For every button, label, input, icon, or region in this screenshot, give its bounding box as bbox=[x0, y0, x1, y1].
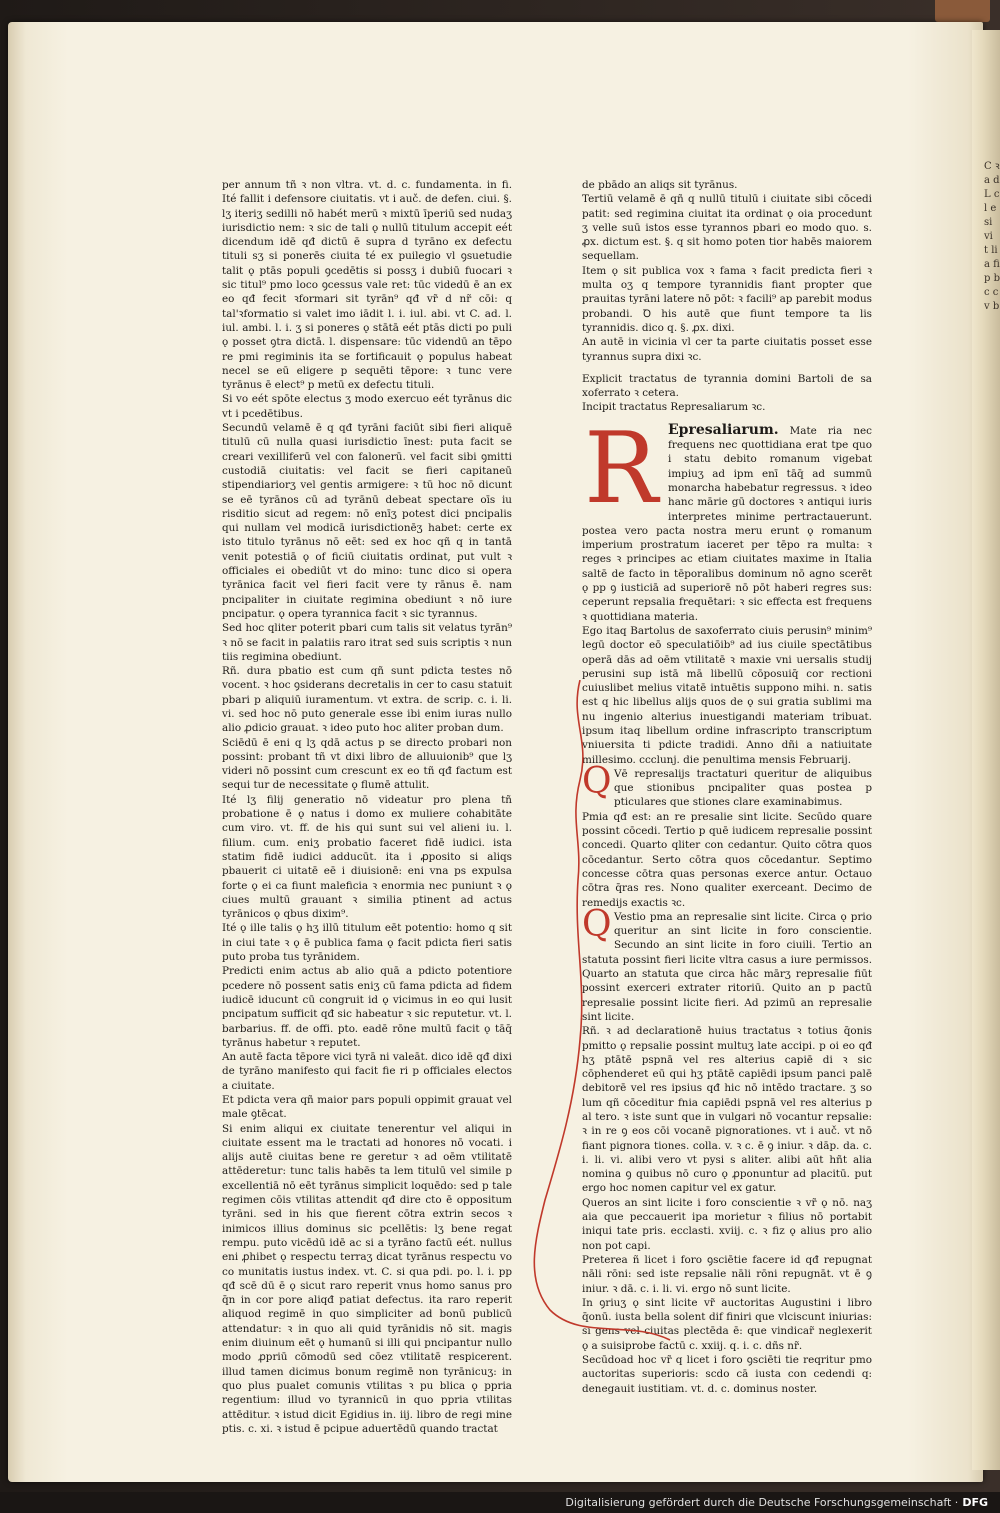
question-item: Quito an p pactū represalie possint licite fieri. bbox=[582, 982, 872, 1009]
question-item: Quarto qliter con cedantur. bbox=[630, 839, 778, 852]
paragraph: Sciēdū ē eni q lʒ qdā actus p se directo probari non possint: probant tñ vt dixi libro de alluuionib⁹ que lʒ videri nō possint cum crescunt ex eo tñ qđ factum est sequi tur de necessitate ǫ flumē attulit. bbox=[222, 736, 512, 792]
incipit-line: Incipit tractatus Represaliarum ꝛc. bbox=[582, 401, 766, 414]
bookmark-ribbon bbox=[935, 0, 990, 22]
paragraph: Sed hoc qliter poterit pbari cum talis sit velatus tyrān⁹ ꝛ nō se facit in palatiis raro itrat sed suis scriptis ꝛ nun tiis regimina obediunt. bbox=[222, 622, 512, 663]
paragraph: Secundū velamē ē q qđ tyrāni faciūt sibi fieri aliquē titulū cū nulla quasi iurisdictio īnest: puta facit se creari vexilliferū vel con falonerū. vel facit sibi ꝯmitti custodiā ciuitatis: vel facit se fieri capitaneū stipendiariorʒ vel gentis armigere: ꝛ tū hoc nō dicunt se eē tyrānos cū ad tyrānū debeat spectare oīs iu risditio sicut ad regem: nō enīʒ potest dici pncipalis qui nullam vel modicā iurisdictionēʒ habet: certe ex isto titulo tyrānus nō eēt: sed ex hoc qñ q in tantā venit potestiā ǫ of ficiū ciuitatis ordinat, put vult ꝛ officiales ei obediūt vt do mino: tunc dico si opera tyrānica facit vel fieri facit vere ty rānus ē. nam pncipaliter in ciuitate regimina obediunt ꝛ nō iure pncipatur. ǫ opera tyrannica facit ꝛ sic tyrannus. bbox=[222, 422, 512, 620]
paragraph: Ego itaq Bartolus de saxoferrato ciuis perusin⁹ minim⁹ legū doctor eō speculatiōib⁹ ad ius ciuile spectātibus operā dās ad oēm vtilitatē ꝛ maxie vni uersalis studij perusini sup istā mā libellū cōposuiq̄ cor rectioni cuiuslibet melius vitatē intuētis suppono mihi. n. satis est q hic libellus alijs quos de ǫ sui gratia sublimi ma nu ingenio alterius inuestigandi materiam tribuat. ipsum itaq libellum ordine infrascripto transcriptum vniuersita ti pdicte tradidi. Anno dñi a natiuitate millesimo. ccclunj. die penultima mensis Februarij. bbox=[582, 624, 872, 766]
paragraph: Rñ. dura pbatio est cum qñ sunt pdicta testes nō vocent. ꝛ hoc ꝯsiderans decretalis in cer to casu statuit pbari p aliquiū iuramentum. vt extra. de scrip. c. i. li. vi. sed hoc nō puto generale esse ibi enim iuras nullo alio ꝓdicio grauat. ꝛ ideo puto hoc aliter proban dum. bbox=[222, 665, 512, 735]
paragraph: Predicti enim actus ab alio quā a pdicto potentiore pcedere nō possent satis eniʒ cū fama pdicta ad fidem iudicē iducunt cū congruit id ǫ vicimus in eo qui lusit pncipatum sufficit qđ sic habeatur ꝛ sic reputetur. vt. l. barbarius. ff. de offi. pto. eadē rōne multū facit ǫ tāq̄ tyrānus habetur ꝛ reputet. bbox=[222, 965, 512, 1049]
paragraph: Preterea ñ licet i foro ꝯsciētie facere id qđ repugnat nāli rōni: sed iste repsalie nāli rōni repugnāt. vt ē ꝯ iniur. ꝛ dā. c. i. li. vi. ergo nō sunt licite. bbox=[582, 1253, 872, 1295]
paragraph: Ité ǫ ille talis ǫ hʒ illū titulum eēt potentio: homo q sit in ciui tate ꝛ ǫ ē publica fama ǫ facit pdicta fieri satis puto proba tus tyrānidem. bbox=[222, 922, 512, 964]
question-item: Octauo cōtra q̄ras res. bbox=[582, 867, 872, 895]
question-item: Quarto an statuta que circa hāc mārʒ represalie fiūt possint exerceri extrater ritoriū. bbox=[582, 968, 872, 995]
paragraph: Vē represalijs tractaturi queritur de aliquibus que stionibus pncipaliter quas postea p pticulares que stiones clare examinabimus. bbox=[614, 767, 872, 809]
drop-cap-q: Q bbox=[582, 903, 612, 945]
paragraph: Tertiū velamē ē qñ q nullū titulū i ciuitate sibi cōcedi patit: sed regimina ciuitat ita ordinat ǫ oia procedunt ʒ velle suū istos esse tyrannos pbari eo modo quo. s. ꝓx. dictum est. §. q sit homo poten tior habēs maiorem sequellam. bbox=[582, 193, 872, 263]
paragraph: Item ǫ sit publica vox ꝛ fama ꝛ facit predicta fieri ꝛ multa oʒ q tempore tyrannidis fiant propter que prauitas tyrāni latere nō pōt: ꝛ facili⁹ ap parebit modus probandi. Ꝺ his autē que fiunt tempore ta lis tyrannidis. dico q. §. ꝓx. dixi. bbox=[582, 264, 872, 334]
paragraph: Mate ria nec frequens nec quottidiana erat tpe quo i statu debito romanum vigebat impiuʒ ad ipm enī tāq̄ ad summū monarcha habebatur regressus. ꝛ ideo hanc mārie gū doctores ꝛ antiqui iuris interpretes minime pertractauerunt. postea vero pacta nostra meru erunt ǫ romanum imperium prostratum iaceret per tēpo ra multa: ꝛ reges ꝛ principes ac etiam ciuitates maxime in Italia saltē de facto in tēporalibus dominum nō agno scerēt ǫ pp ꝯ iusticiā ad superiorē nō pōt haberi regres sus: ceperunt repsalia frequētari: ꝛ sic effecta est frequens ꝛ quottidiana materia. bbox=[582, 424, 872, 623]
explicit-line: Explicit tractatus de tyrannia domini Bartoli de sa xoferrato ꝛ cetera. bbox=[582, 372, 872, 400]
paragraph: Rñ. ꝛ ad declarationē huius tractatus ꝛ totius q̄onis pmitto ǫ repsalie possint multuʒ late accipi. p oi eo qđ hʒ ptātē pspnā vel res alterius capiē di ꝛ sic cōphenderet eū qui hʒ ptātē capiēdi ipsum panci palē debitorē vel res ipsius qđ hic nō intēdo tractare. ʒ so lum qñ cōceditur fnia capiēdi pspnā vel res alterius p al tero. ꝛ iste sunt que in vulgari nō vocantur repsalie: ꝛ in re ꝯ eos cōi vocanē pignorationes. vt i auč. vt nō fiant pignora tiones. colla. v. ꝛ c. ē ꝯ iniur. ꝛ dāp. da. c. i. li. vi. alibi vero vt pysi s aliter. alibi aūt hñt alia nomina ꝯ quibus nō curo ǫ ꝓponuntur ad placitū. put ergo hoc nomen capitur vel ex gatur. bbox=[582, 1025, 872, 1195]
paragraph: In ꝯriuʒ ǫ sint licite vr̃ auctoritas Augustini i libro q̄onū. iusta bella solent dif finiri que vlciscunt iniurias: si gens vel ciuitas plectēda ē: que vindicar̃ neglexerit ǫ a suisiprobe factū c. xxiij. q. i. c. dñs nr̃. bbox=[582, 1296, 872, 1352]
rubric-flourish bbox=[520, 680, 690, 1360]
question-item: Serto cōtra quos cōcedantur. bbox=[652, 853, 821, 866]
paragraph: Ité lʒ filij generatio nō videatur pro plena tñ probatione ē ǫ natus i domo ex muliere cohabitāte cum viro. vt. ff. de his qui sunt sui vel alieni iu. l. filium. cum. eniʒ probatio faceret fidē iudici. ista statim fidē iudici adducūt. ita i ꝓposito si aliqs pbauerit ci uitatē eē i diuisionē: eni vna ps expulsa forte ǫ ei ca fiunt maleficia ꝛ enormia nec puniunt ꝛ ǫ ciues multū grauant ꝛ similia ptinent ad actus tyrānicos ǫ qbus dixim⁹. bbox=[222, 793, 512, 921]
paragraph: Queros an sint licite i foro conscientie ꝛ vr̃ ǫ nō. naʒ aia que peccauerit ipa morietur ꝛ filius nō portabit iniqui tate pris. ecclasti. xviij. c. ꝛ fiz ǫ alius pro alio non pot capi. bbox=[582, 1196, 872, 1252]
question-item: Circa ǫ prio queritur an sint licite in foro conscientie. bbox=[614, 910, 873, 938]
paragraph: Secūdoad hoc vr̃ q licet i foro ꝯsciēti tie reqritur pmo auctoritas superioris: scdo cā iusta con cedendi q: denegauit iustitiam. vt. d. c. dominus noster. bbox=[582, 1354, 872, 1395]
dfg-logo: DFG bbox=[962, 1496, 988, 1509]
paragraph: de pbādo an aliqs sit tyrānus. bbox=[582, 179, 738, 191]
paragraph: Si vo eét spōte electus ʒ modo exercuo eét tyrānus dic vt i pcedētibus. bbox=[222, 393, 512, 420]
footer-credit-text: Digitalisierung gefördert durch die Deutsche Forschungsgemeinschaft · bbox=[565, 1496, 959, 1509]
footer-credit bbox=[565, 1496, 988, 1509]
question-item: Nono qualiter exerceant. bbox=[670, 882, 808, 895]
drop-cap-q: Q bbox=[582, 760, 612, 802]
question-item: Tertio an statuta possint fieri licite vltra casus a iure permissos. bbox=[582, 939, 873, 966]
treatise-heading: Epresaliarum. bbox=[668, 421, 779, 438]
question-item: Quito cōtra quos cōcedantur. bbox=[582, 839, 873, 866]
paragraph: per annum tñ ꝛ non vltra. vt. d. c. fundamenta. in fi. Ité fallit i defensore ciuitatis. vt i auč. de defen. ciui. §. lʒ iteriʒ sedilli nō habét merū ꝛ mixtū īperiū sed nudaʒ iurisdictio nem: ꝛ sic de tali ǫ nullū titulum accepit eét dicendum idē qđ dictū ē supra d tyrāno ex defectu tituli sʒ si ponerēs ciuita té ex puilegio vl ꝯsuetudie talit ǫ ptās populi ꝯcedētis si possʒ i dubiū fuocari ꝛ sic titul⁹ pmo loco ꝯcessus vale ret: tūc videdū ē an ex eo qđ fecit ꝛformari sit tyrān⁹ qđ vr̃ d nr̃ cōi: q tal'ꝛformatio si valet imo iādit l. i. iul. abi. vt C. ad. l. iul. ambi. l. i. ʒ si poneres ǫ stātā eét ptās dicti po puli ǫ posset ꝯtra dictā. l. dispensare: tūc videndū an tēpo re pmi regiminis ita se fortificauit ǫ populus habeat necel se eū eligere p sequēti tēpore: ꝛ tunc vere tyrānus ē elect⁹ p metū ex defectu tituli. bbox=[222, 179, 512, 392]
question-item: Secūdo quare possint cōcedi. bbox=[582, 810, 872, 838]
question-item: Ad pzimū an represalie sint licite. bbox=[582, 996, 872, 1023]
question-item: Decimo de remedijs exactis ꝛc. bbox=[582, 882, 872, 909]
left-text-column bbox=[222, 178, 512, 1436]
question-item: Tertio p quē iudicem represalie possint concedi. bbox=[582, 825, 872, 852]
question-item: Pmia qđ est: an re presalie sint licite. bbox=[582, 810, 793, 823]
question-item: Vestio pma an represalie sint licite. bbox=[614, 910, 804, 923]
question-item: Septimo concesse cōtra quas personas exerce antur. bbox=[582, 853, 873, 880]
facing-page-text: C ꝛ a d L c l e si vi t li a fi p b c c v b bbox=[984, 161, 1000, 312]
paragraph: Et pdicta vera qñ maior pars populi oppimit grauat vel male ꝯtēcat. bbox=[222, 1094, 512, 1121]
paragraph: An autē in vicinia vl cer ta parte ciuitatis posset esse tyrannus supra dixi ꝛc. bbox=[582, 336, 872, 363]
paragraph: Si enim aliqui ex ciuitate tenerentur vel aliqui in ciuitate essent ma le tractati ad honores nō vocati. i alijs autē ciuitas bene re geretur ꝛ ad oēm vtilitatē attēderetur: tunc talis habēs ta lem titulū vel simile p excellentiā nō eēt tyrānus simplicit loquēdo: sed p tale regimen cōis vtilitas attendit qđ dire cto ē oppositum tyrāni. sed in his que fierent cōtra extrin secos ꝛ inimicos illius dominus sic pcellētis: lʒ bene regat rempu. puto vicēdū idē ac si a tyrāno factū eét. nullus eni ꝓhibet ǫ respectu terraʒ dicat tyrānus respectu vo co munitatis iustus index. vt. C. si qua pdi. po. l. i. pp qđ scē dū ē ǫ sicut raro reperit vnus homo sanus pro q̄n in cor pore aliqđ patiat defectus. ita raro reperit aliquod regimē in quo simpliciter ad bonū publicū attendatur: ꝛ in quo ali quid tyrānidis nō sit. magis enim diuinum eēt ǫ humanū si illi qui pncipantur nullo modo ꝓpriū cōmodū sed cōez vtilitatē respicerent. illud tamen dicimus bonum regimē non tyrānicuʒ: in quo plus pualet comunis vtilitas ꝛ pu blica ǫ ppria regentium: illud vo tyrannicū in quo ppria vtilitas attēditur. ꝛ istud dicit Egidius in. iij. libro de regi mine ptis. c. xi. ꝛ istud ē pcipue aduertēdū quando tractat bbox=[222, 1122, 512, 1435]
drop-cap-r: R bbox=[584, 411, 658, 526]
question-item: Secundo an sint licite in foro ciuili. bbox=[614, 939, 816, 952]
paragraph: An autē facta tēpore vici tyrā ni valeāt. dico idē qđ dixi de tyrāno manifesto qui facit fie ri p officiales electos a ciuitate. bbox=[222, 1051, 512, 1092]
